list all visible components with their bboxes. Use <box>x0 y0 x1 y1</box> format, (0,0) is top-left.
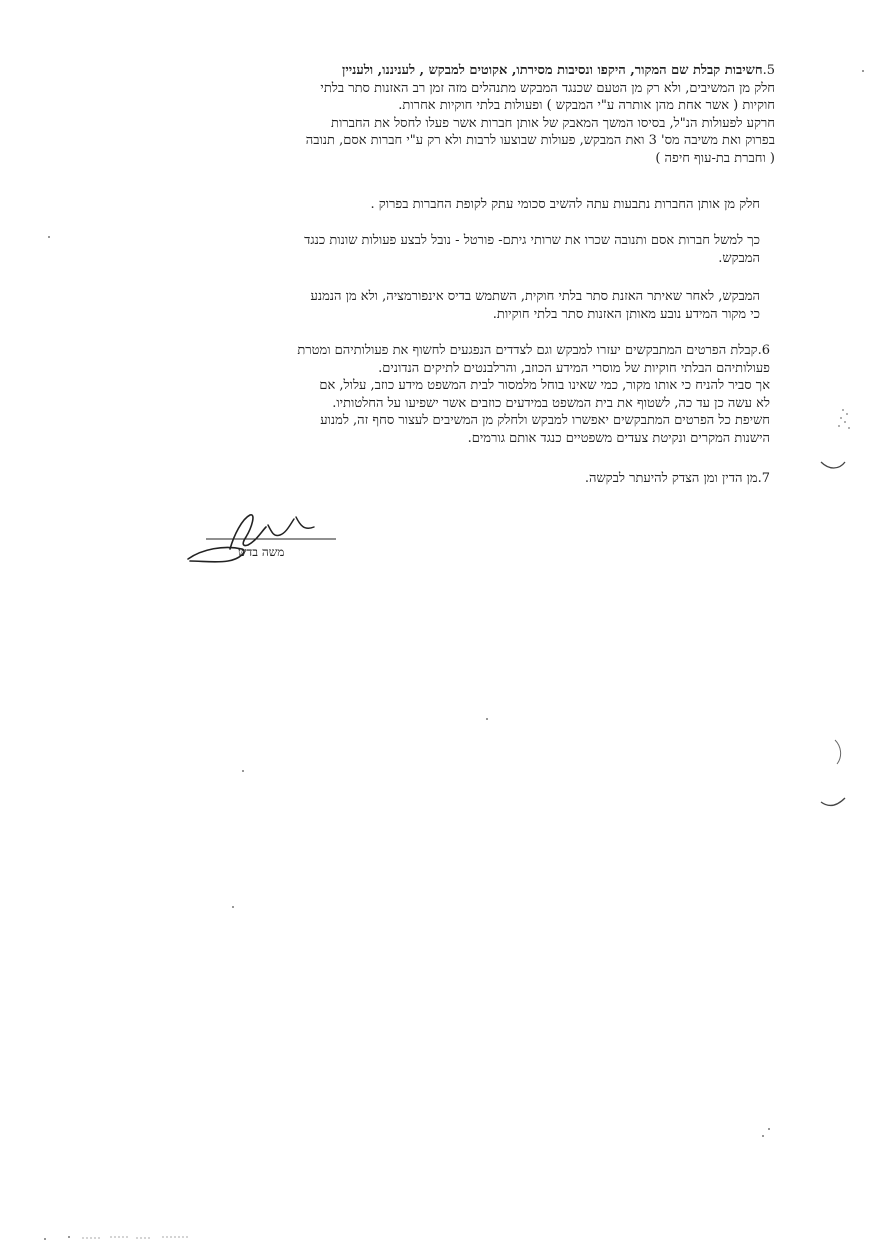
section-5 <box>306 62 775 167</box>
section-7 <box>585 470 770 488</box>
scan-edge-marks <box>815 400 855 840</box>
scan-speck <box>232 906 234 908</box>
section-text-line: הישנות המקרים ונקיטת צעדים משפטיים כנגד אותם גורמים. <box>467 430 770 446</box>
scan-speck <box>862 70 864 72</box>
section-number: 7. <box>757 471 770 486</box>
section-number: 5. <box>762 63 775 78</box>
section-text-line: חלק מן המשיבים, ולא רק מן הטעם שכנגד המבקש מתנהלים מזה זמן רב האזנות סתר בלתי <box>320 80 775 96</box>
signatory-name: משה בדש <box>238 545 285 559</box>
scan-bottom-noise <box>80 1228 210 1242</box>
paragraph <box>370 196 760 214</box>
scan-speck <box>486 718 488 720</box>
paragraph-text-line: כי מקור המידע נובע מאותן האזנות סתר בלתי חוקיות. <box>492 306 760 322</box>
paragraph <box>311 288 760 323</box>
section-text-line: לא עשה כן עד כה, לשטוף את בית המשפט במידעים כוזבים אשר ישפיעו על החלטותיו. <box>332 395 770 411</box>
section-text-line: חשיפת כל הפרטים המתבקשים יאפשרו למבקש ולחלק מן המשיבים לעצור סחף זה, למנוע <box>320 413 770 428</box>
scan-speck <box>44 1238 46 1240</box>
section-text-line: חשיבות קבלת שם המקור, היקפו ונסיבות מסירתו, אקוטים למבקש , לעניננו, ולעניין <box>342 63 763 78</box>
section-text-line: קבלת הפרטים המתבקשים יעזרו למבקש וגם לצדדים הנפגעים לחשוף את פעולותיהם ומטרת <box>297 343 758 358</box>
section-number: 6. <box>757 343 770 358</box>
scan-speck <box>762 1135 764 1137</box>
section-text-line: חוקיות ( אשר אחת מהן אותרה ע"י המבקש ) ופעולות בלתי חוקיות אחרות. <box>398 98 775 113</box>
paragraph-text-line: המבקש. <box>718 250 760 266</box>
section-text-line: אך סביר להניח כי אותו מקור, כמי שאינו בוחל מלמסור לבית המשפט מידע כוזב, עלול, אם <box>319 378 770 393</box>
section-text-line: חרקע לפעולות הנ"ל, בסיסו המשך המאבק של אותן חברות אשר פעלו לחסל את החברות <box>331 115 775 131</box>
section-6 <box>297 342 770 447</box>
section-text-line: פעולותיהם הבלתי חוקיות של מוסרי המידע הכוזב, והרלבנטים לתיקים הנדונים. <box>378 360 770 376</box>
paragraph <box>304 232 760 267</box>
paragraph-text-line: חלק מן אותן החברות נתבעות עתה להשיב סכומי עתק לקופת החברות בפרוק . <box>370 197 760 212</box>
handwritten-signature <box>176 505 346 575</box>
scan-speck <box>768 1128 770 1130</box>
paragraph-text-line: המבקש, לאחר שאיתר האזנת סתר בלתי חוקית, השתמש בדיס אינפורמציה, ולא מן הנמנע <box>310 289 760 304</box>
section-text-line: מן הדין ומן הצדק להיעתר לבקשה. <box>584 471 758 486</box>
section-text-line: ( וחברת בת-עוף חיפה ) <box>655 150 775 166</box>
paragraph-text-line: כך למשל חברות אסם ותנובה שכרו את שרותי גיתם- פורטל - נובל לבצע פעולות שונות כנגד <box>304 233 760 248</box>
scan-speck <box>68 1236 70 1238</box>
section-text-line: בפרוק ואת משיבה מס' 3 ואת המבקש, פעולות שבוצעו לרבות ולא רק ע"י חברות אסם, תנובה <box>305 133 775 148</box>
scan-speck <box>242 770 244 772</box>
scan-speck <box>48 236 50 238</box>
